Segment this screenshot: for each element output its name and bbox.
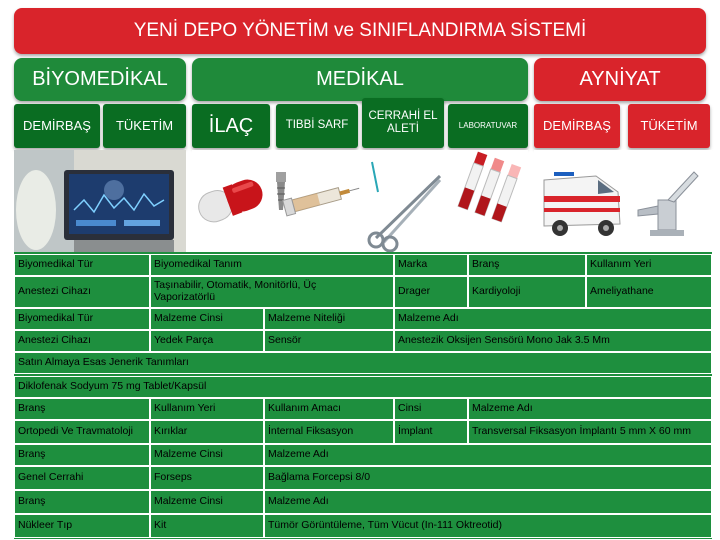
table-cell: Kardiyoloji: [468, 276, 586, 308]
table-cell: Ameliyathane: [586, 276, 712, 308]
table-cell: Taşınabilir, Otomatik, Monitörlü, Üç Vaporizatörlü: [150, 276, 394, 308]
category-biyomedikal: BİYOMEDİKAL: [14, 58, 186, 101]
category-medikal: MEDİKAL: [192, 58, 528, 101]
table-cell: Anestezi Cihazı: [14, 276, 150, 308]
table-cell: Cinsi: [394, 398, 468, 420]
table-cell: Bağlama Forcepsi 8/0: [264, 466, 712, 490]
anesthesia-machine-photo: [14, 150, 186, 252]
table-cell: Diklofenak Sodyum 75 mg Tablet/Kapsül: [14, 376, 712, 398]
table-cell: Branş: [14, 490, 150, 514]
table-cell: Malzeme Niteliği: [264, 308, 394, 330]
table-cell: Drager: [394, 276, 468, 308]
category-ayniyat: AYNİYAT: [534, 58, 706, 101]
table-cell: Transversal Fiksasyon İmplantı 5 mm X 60 mm: [468, 420, 712, 444]
table-cell: Malzeme Adı: [264, 490, 712, 514]
dental-implant-and-syringe-photo: [268, 150, 362, 252]
table-cell: Kullanım Yeri: [586, 254, 712, 276]
table-cell: Branş: [14, 398, 150, 420]
subcategory-cerrahi-aleti: CERRAHİ EL ALETİ: [362, 98, 444, 148]
table-cell: Branş: [14, 444, 150, 466]
subcategory-ayn-tuketim: TÜKETİM: [628, 104, 710, 148]
ambulance-photo: [534, 150, 628, 252]
table-cell: Kullanım Yeri: [150, 398, 264, 420]
table-cell: Branş: [468, 254, 586, 276]
faucet-photo: [628, 150, 712, 252]
table-cell: Genel Cerrahi: [14, 466, 150, 490]
table-cell: Malzeme Cinsi: [150, 444, 264, 466]
table-cell: Sensör: [264, 330, 394, 352]
subcategory-ilac: İLAÇ: [192, 104, 270, 148]
table-cell: İnternal Fiksasyon: [264, 420, 394, 444]
table-cell: Marka: [394, 254, 468, 276]
table-cell: Yedek Parça: [150, 330, 264, 352]
table-cell: Forseps: [150, 466, 264, 490]
capsule-photo: [192, 150, 268, 252]
table-cell: Ortopedi Ve Travmatoloji: [14, 420, 150, 444]
table-cell: İmplant: [394, 420, 468, 444]
table-cell: Tümör Görüntüleme, Tüm Vücut (In-111 Oktreotid): [264, 514, 712, 538]
table-cell: Kullanım Amacı: [264, 398, 394, 420]
page-title: YENİ DEPO YÖNETİM ve SINIFLANDIRMA SİSTEMİ: [14, 8, 706, 54]
table-cell: Satın Almaya Esas Jenerik Tanımları: [14, 352, 712, 374]
table-cell: Biyomedikal Tür: [14, 254, 150, 276]
table-cell: Kit: [150, 514, 264, 538]
table-cell: Malzeme Adı: [394, 308, 712, 330]
table-cell: Biyomedikal Tür: [14, 308, 150, 330]
table-cell: Anestezik Oksijen Sensörü Mono Jak 3.5 Mm: [394, 330, 712, 352]
table-cell: Malzeme Adı: [468, 398, 712, 420]
subcategory-tibbi-sarf: TIBBİ SARF: [276, 104, 358, 148]
subcategory-laboratuvar: LABORATUVAR: [448, 104, 528, 148]
blood-tube-photo: [448, 150, 528, 252]
table-cell: Malzeme Adı: [264, 444, 712, 466]
table-cell: Nükleer Tıp: [14, 514, 150, 538]
table-cell: Malzeme Cinsi: [150, 308, 264, 330]
table-cell: Kırıklar: [150, 420, 264, 444]
table-cell: Malzeme Cinsi: [150, 490, 264, 514]
forceps-photo: [362, 150, 448, 252]
table-cell: Biyomedikal Tanım: [150, 254, 394, 276]
subcategory-bio-demirbas: DEMİRBAŞ: [14, 104, 100, 148]
subcategory-bio-tuketim: TÜKETİM: [103, 104, 186, 148]
table-cell: Anestezi Cihazı: [14, 330, 150, 352]
subcategory-ayn-demirbas: DEMİRBAŞ: [534, 104, 620, 148]
